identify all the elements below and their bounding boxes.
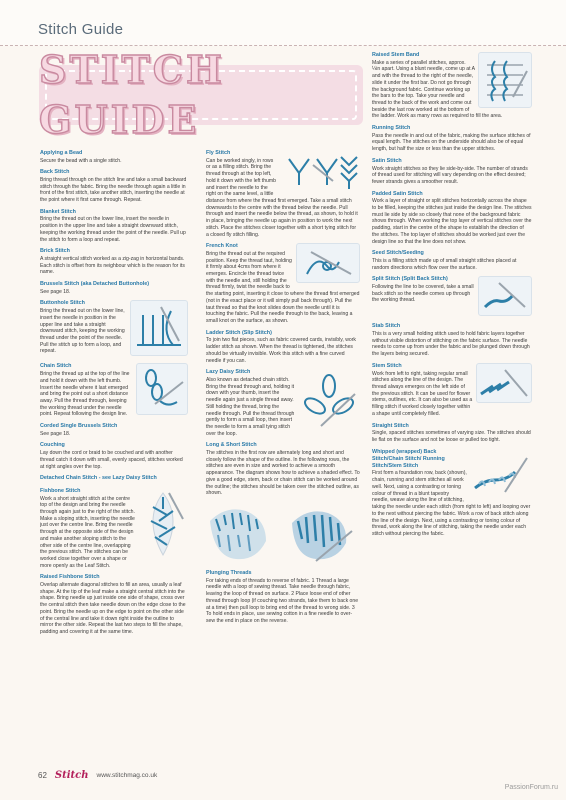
section-stem-stitch xyxy=(372,363,532,418)
section-french-knot xyxy=(206,243,360,325)
section-back-stitch xyxy=(40,169,188,204)
section-title: Fishbone Stitch xyxy=(40,487,81,494)
section-body: Bring the thread out on the lower line, insert the needle in position in the upper line and take a straight downward stitch, keeping the working thread under the point of the needle. Pull up the stitch to form a loop and repeat. xyxy=(40,216,186,243)
section-title: Plunging Threads xyxy=(206,570,252,577)
section-title: Lazy Daisy Stitch xyxy=(206,369,251,376)
section-body: Bring the thread out at the required position. Keep the thread taut, holding it firmly about 4cms from where it emerges. Encircle the thread twice with the needle and, still holding the thread firmly, twist the needle back to the starting point, inserting it close to where the thread first emerged (not in the exact place or it will simply pull back through). Pull the taut thread so that the knot slides down the needle until it is touching the fabric. Pull the needle through to the back, leaving a small knot on the surface, as shown. xyxy=(206,250,360,325)
whipped-stitch-diagram xyxy=(470,449,532,497)
section-body: The stitches in the first row are alternately long and short and closely follow the shape of the outline. In the following rows, the stitches are even in size and worked to achieve a smooth appearance. The diagram shows how to achieve a shaded effect. To give a good edge, stem, back or chain stitch can be worked around the outline; the stitches should be taken over the stitched outline, as shown. xyxy=(206,450,360,497)
section-body: Bring the thread up at the top of the line and hold it down with the left thumb. Insert the needle where it last emerged and bring the point out a short distance away. Pull the thread through, keeping the working thread under the needle point. Repeat following the design line. xyxy=(40,371,130,418)
section-body: Can be worked singly, in rows or as a filling stitch. Bring the thread through at the top left, hold it down with the left thumb and insert the needle to the right on the same level, a little distance from where the thread first emerged. Take a small stitch downwards to the centre with the thread below the needle. Pull through and insert the needle below the thread, as shown, to hold it in place, bringing the needle up again in position to work the next stitch. Place the stitches closer together with a short tying stitch for a closed fly stitch filling. xyxy=(206,157,358,238)
section-title: Stab Stitch xyxy=(372,323,401,330)
brand-logo: Stitch xyxy=(54,770,89,782)
stem-stitch-diagram xyxy=(476,363,532,403)
banner-title: STITCH GUIDE xyxy=(39,46,225,142)
section-title: Raised Stem Band xyxy=(372,52,420,58)
section-couching xyxy=(40,442,188,470)
section-body: Bring the thread out on the lower line, insert the needle in position in the upper line and take a straight downward stitch, keeping the working thread under the point of the needle. Pull the stitch up to form a loop, and repeat. xyxy=(40,308,125,355)
stitch-guide-banner xyxy=(39,46,363,142)
section-title: Seed Stitch/Seeding xyxy=(372,250,424,257)
section-title: Running Stitch xyxy=(372,125,411,132)
page-number: 62 xyxy=(38,770,47,780)
section-title: Buttonhole Stitch xyxy=(40,300,85,307)
section-body: Bring thread through on the stitch line and take a small backward stitch through the fabric. Bring the needle through again a little in front of the first stitch, take another stitch, inserting the needle at the point where it first came through. Repeat. xyxy=(40,176,187,204)
long-short-diagram-b xyxy=(286,501,356,565)
section-applying-bead xyxy=(40,150,188,164)
section-title: Padded Satin Stitch xyxy=(372,190,423,197)
section-body: Work a layer of straight or split stitches horizontally across the shape to be filled, keeping the stitches just inside the design line. The stitches must lie side by side so closely that none of the background fabric shows through. When working the top layer of vertical stitches over the padding, start in the centre of the shape to establish the direction of the stitches. The top layer of stitches should be worked just over the design line so that the line does not show. xyxy=(372,198,532,245)
section-body: For taking ends of threads to reverse of fabric. 1 Thread a large needle with a loop of sewing thread. Take needle through fabric, leaving the loop of thread on surface. 2 Place loose end of other thread through loop (if couching two strands, take them to back one at a time) then pull loop to bring end of the thread to wrong side. 3 To hold ends in place, use sewing cotton in a fine needle to over-sew the end in place on the reverse. xyxy=(206,577,359,624)
section-running-stitch xyxy=(372,125,532,153)
section-buttonhole-stitch xyxy=(40,300,188,358)
watermark: PassionForum.ru xyxy=(504,783,558,791)
page-title: Stitch Guide xyxy=(38,21,124,38)
section-title: Applying a Bead xyxy=(40,150,83,156)
section-body: Secure the bead with a single stitch. xyxy=(40,157,122,164)
column-middle xyxy=(206,150,360,630)
buttonhole-stitch-diagram xyxy=(130,300,188,356)
section-title: Ladder Stitch (Slip Stitch) xyxy=(206,329,272,336)
split-stitch-diagram xyxy=(478,276,532,316)
section-straight-stitch xyxy=(372,423,532,444)
raised-stem-band-diagram xyxy=(478,52,532,108)
section-padded-satin xyxy=(372,191,532,246)
website-url: www.stitchmag.co.uk xyxy=(96,771,158,779)
section-title: Stem Stitch xyxy=(372,362,402,369)
section-body: See page 18. xyxy=(40,430,71,437)
section-title: Fly Stitch xyxy=(206,150,231,156)
section-title: Blanket Stitch xyxy=(40,208,76,215)
long-short-diagrams xyxy=(206,501,360,565)
column-left xyxy=(40,150,188,641)
lazy-daisy-diagram xyxy=(298,369,360,431)
section-title: French Knot xyxy=(206,243,238,250)
section-title: Chain Stitch xyxy=(40,363,72,370)
section-body: Lay down the cord or braid to be couched and with another thread catch it down with small, evenly spaced, stitches worked at right angles over the top. xyxy=(40,450,183,470)
section-body: Work a short straight stitch at the centre top of the design and bring the needle through again just to the right of the stitch. Make a sloping stitch, inserting the needle just over the centre line. Bring the needle through at the opposite side of the design and make another sloping stitch to the other side of the centre line, overlapping the previous stitch. The stitches can be worked close together over a shape or more openly as the Leaf Stitch. xyxy=(40,495,135,569)
section-title: Brick Stitch xyxy=(40,248,70,255)
section-title: Back Stitch xyxy=(40,169,70,176)
section-body: Overlap alternate diagonal stitches to fill an area, usually a leaf shape. At the tip of the leaf make a straight central stitch into the shape. Bring needle up just inside one side of shape, cross over the central stitch then take needle down on the edge close to the point. Bring the needle up on the edge to point on the other side of the central line and take it down right inside the outline to mirror the other side. Repeat the last two steps to fill the shape, padding and covering it at the same time. xyxy=(40,582,186,636)
section-brick-stitch xyxy=(40,248,188,276)
section-title: Detached Chain Stitch - see Lazy Daisy Stitch xyxy=(40,475,157,482)
section-body: This is a very small holding stitch used to hold fabric layers together without visible distortion of stitching on the fabric surface. The needle needs to come up from under the fabric and be plunged down through the layers being secured. xyxy=(372,331,530,358)
section-fishbone-stitch xyxy=(40,488,188,570)
section-seed-stitch xyxy=(372,250,532,271)
section-body: Single, spaced stitches sometimes of varying size. The stitches should lie flat on the surface and not be loose or pulled too tight. xyxy=(372,430,531,443)
section-body: Make a series of parallel stitches, approx. ¼in apart. Using a blunt needle, come up at A and with the thread to the right of the needle, slide it under the first bar. Do not go through the background fabric. Continue working up the bars to the top. Take your needle and thread to the back of the work and come out beside the last row worked at the bottom of the ladder. Work as many rows as required to fill the area. xyxy=(372,59,503,120)
section-title: Straight Stitch xyxy=(372,422,409,429)
section-satin-stitch xyxy=(372,158,532,186)
section-body: Following the line to be covered, take a small back stitch so the needle comes up through the working thread. xyxy=(372,284,474,304)
section-body: This is a filling stitch made up of small straight stitches placed at random directions which flow over the surface. xyxy=(372,257,517,271)
section-detached-chain xyxy=(40,475,188,483)
section-title: Couching xyxy=(40,442,65,449)
section-fly-stitch xyxy=(206,150,360,238)
section-brussels-stitch xyxy=(40,281,188,295)
page-footer xyxy=(38,769,538,783)
section-title: Corded Single Brussels Stitch xyxy=(40,423,118,430)
section-body: Pass the needle in and out of the fabric, making the surface stitches of equal length. The stitches on the underside should also be of equal length, but half the size or less than the upper stitches. xyxy=(372,132,531,153)
section-raised-fishbone xyxy=(40,574,188,635)
section-stab-stitch xyxy=(372,323,532,358)
long-short-diagram-a xyxy=(206,501,276,565)
chain-stitch-diagram xyxy=(136,363,188,415)
fly-stitch-diagram xyxy=(282,150,360,194)
section-title: Satin Stitch xyxy=(372,157,402,164)
section-raised-stem-band xyxy=(372,52,532,120)
section-blanket-stitch xyxy=(40,209,188,244)
section-body: To join two flat pieces, such as fabric covered cards, invisibly, work ladder stitch as shown. When the thread is tightened, the stitches should be virtually invisible. Work this stitch with a fine curved needle if you can. xyxy=(206,337,356,364)
section-body: See page 18. xyxy=(40,288,71,295)
section-long-short-stitch xyxy=(206,442,360,565)
section-body: Also known as detached chain stitch. Bring the thread through and, holding it down with your thumb, insert the needle again just a single thread away. Still holding the thread, bring the needle through. Pull the thread through gently to form a small loop, then insert the needle to form a small tying stitch over the loop. xyxy=(206,376,295,437)
section-body: A straight vertical stitch worked as a zig-zag in horizontal bands. Each stitch is offset from its neighbour which is the reason for its name. xyxy=(40,255,185,276)
section-body: First form a foundation row, back (shown), chain, running and stem stitches all work well. Next, using a contrasting or toning colour of thread in a blunt tapestry needle, weave along the line of stitching, taking the needle under each stitch (from right to left) and looping over to the next without piercing the fabric. Work a row of back stitch along the line of the design. Next, using a contrasting or toning colour of thread, work along the line of stitching, taking the needle under each stitch without piercing the fabric. xyxy=(372,470,531,537)
section-chain-stitch xyxy=(40,363,188,418)
page-header xyxy=(0,0,566,46)
section-split-stitch xyxy=(372,276,532,318)
section-lazy-daisy xyxy=(206,369,360,437)
section-title: Brussels Stitch (aka Detached Buttonhole) xyxy=(40,281,150,288)
section-plunging-threads xyxy=(206,570,360,625)
section-corded-brussels xyxy=(40,423,188,437)
section-whipped-back-stitch xyxy=(372,449,532,538)
section-body: Work from left to right, taking regular small stitches along the line of the design. The thread always emerges on the left side of the previous stitch. It can be used for flower stems, outlines, etc. It can also be used as a filling stitch if worked closely together within a shape until completely filled. xyxy=(372,370,473,417)
section-body: Work straight stitches so they lie side-by-side. The number of strands of thread used for stitching will vary depending on the effect desired; fewer strands gives a smoother result. xyxy=(372,165,528,185)
section-title: Whipped (wrapped) Back Stitch/Chain Stitch/ Running Stitch/Stem Stitch xyxy=(372,448,445,469)
section-title: Raised Fishbone Stitch xyxy=(40,574,100,581)
fishbone-stitch-diagram xyxy=(138,488,188,560)
column-right xyxy=(372,52,532,543)
section-ladder-stitch xyxy=(206,330,360,365)
section-title: Long & Short Stitch xyxy=(206,442,257,449)
french-knot-diagram xyxy=(296,243,360,283)
section-title: Split Stitch (Split Back Stitch) xyxy=(372,276,448,283)
